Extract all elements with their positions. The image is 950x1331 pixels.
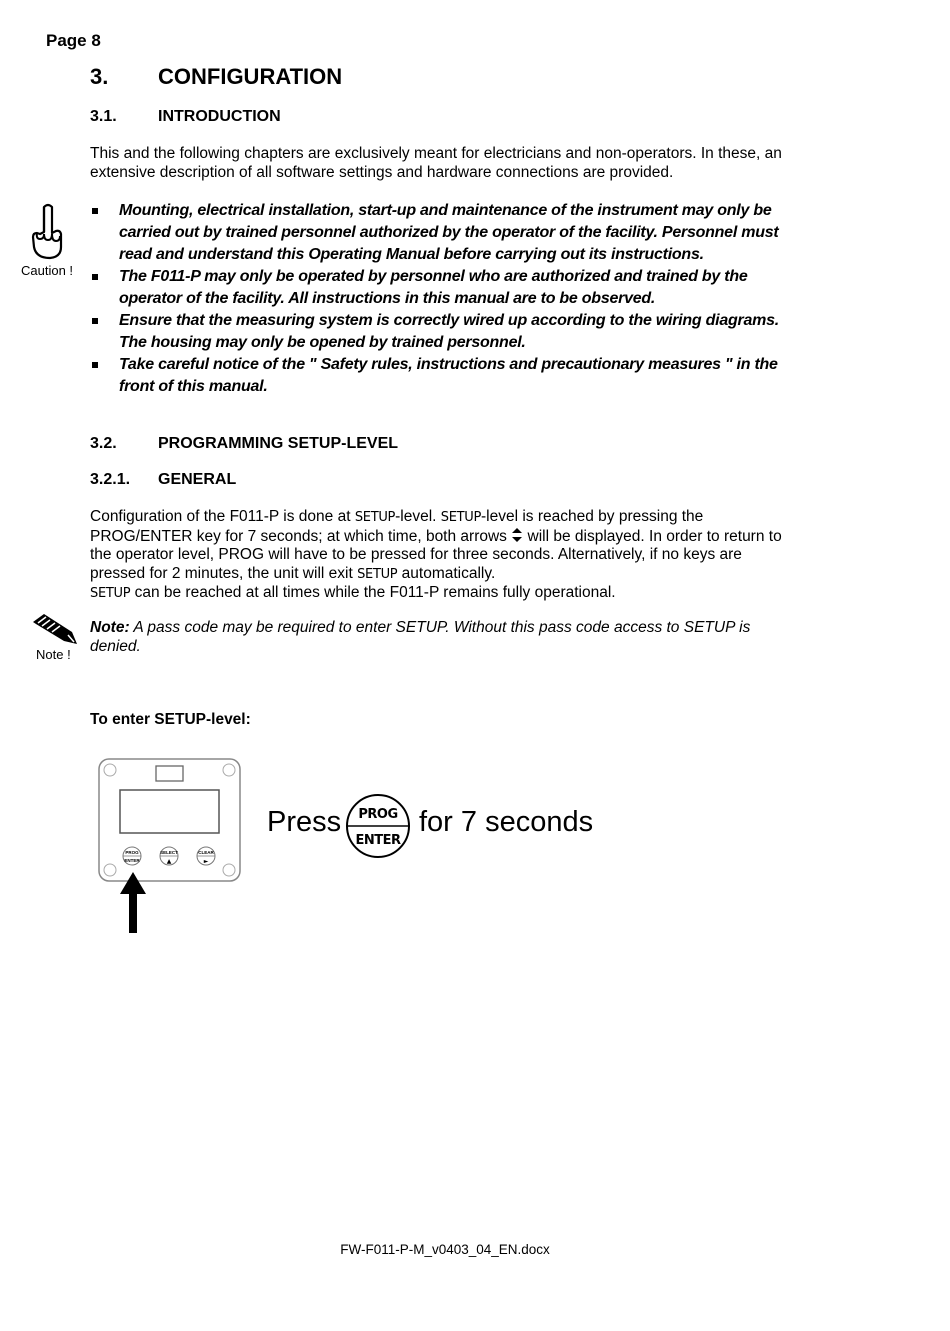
intro-paragraph: This and the following chapters are exclusively meant for electricians and non-operators. In these, an extensive description of all software settings and hardware connections are provided. <box>90 145 782 181</box>
device-button-label: ▲ <box>166 858 172 865</box>
general-title: GENERAL <box>158 471 237 488</box>
programming-title: PROGRAMMING SETUP-LEVEL <box>158 435 399 452</box>
key-bottom-label: ENTER <box>355 833 401 848</box>
setup-term: SETUP <box>440 510 482 525</box>
general-number: 3.2.1. <box>90 471 131 488</box>
up-down-arrows-icon <box>511 528 523 545</box>
key-top-label: PROG <box>358 807 398 822</box>
programming-number: 3.2. <box>90 435 117 452</box>
duration-label: for 7 seconds <box>419 806 594 838</box>
setup-term: SETUP <box>90 586 131 601</box>
general-paragraph: Configuration of the F011-P is done at SETUP-level. SETUP-level is reached by pressing the PROG/ENTER key for 7 seconds; at which time, both arrows will be displayed. In order to return to the operator level, PROG will have to be pressed for three seconds. Alternatively, if no keys are pressed for 2 minutes, the unit will exit SETUP automatically. SETUP can be reached at all times while the F011-P remains fully operational. <box>90 508 782 601</box>
prog-enter-key-icon <box>344 793 412 864</box>
caution-bullet: Ensure that the measuring system is correctly wired up according to the wiring diagrams. The housing may only be opened by trained personnel. <box>90 310 790 354</box>
note-label: Note ! <box>36 647 71 662</box>
footer-filename: FW-F011-P-M_v0403_04_EN.docx <box>340 1242 550 1257</box>
device-button-label: ENTER <box>124 858 140 863</box>
device-button-label: SELECT <box>160 850 178 855</box>
caution-bullet-list <box>90 200 790 398</box>
intro-number: 3.1. <box>90 108 117 125</box>
device-button-label: CLEAR <box>198 850 214 855</box>
note-bold: Note: <box>90 619 130 636</box>
section-number: 3. <box>90 64 109 89</box>
page-number: Page 8 <box>46 31 101 50</box>
intro-title: INTRODUCTION <box>158 108 281 125</box>
up-arrow-icon <box>120 872 146 939</box>
device-button-label: ► <box>203 858 209 865</box>
setup-term: SETUP <box>357 566 398 582</box>
setup-term: SETUP <box>354 510 396 525</box>
device-button-label: PROG <box>125 850 139 855</box>
note-text: Note: A pass code may be required to enter SETUP. Without this pass code access to SETUP is denied. <box>90 619 751 655</box>
press-label: Press <box>267 806 342 838</box>
pointing-hand-icon <box>28 203 68 266</box>
to-enter-heading: To enter SETUP-level: <box>90 711 251 728</box>
caution-bullet: Take careful notice of the " Safety rules, instructions and precautionary measures " in the front of this manual. <box>90 354 790 398</box>
caution-bullet: Mounting, electrical installation, start-up and maintenance of the instrument may only be carried out by trained personnel authorized by the operator of the facility. Personnel must read and understand this Operating Manual before carrying out its instructions. <box>90 200 790 266</box>
section-title: CONFIGURATION <box>158 64 343 89</box>
caution-label: Caution ! <box>21 263 74 278</box>
caution-bullet: The F011-P may only be operated by personnel who are authorized and trained by the operator of the facility. All instructions in this manual are to be observed. <box>90 266 790 310</box>
pencil-note-icon <box>30 612 80 651</box>
